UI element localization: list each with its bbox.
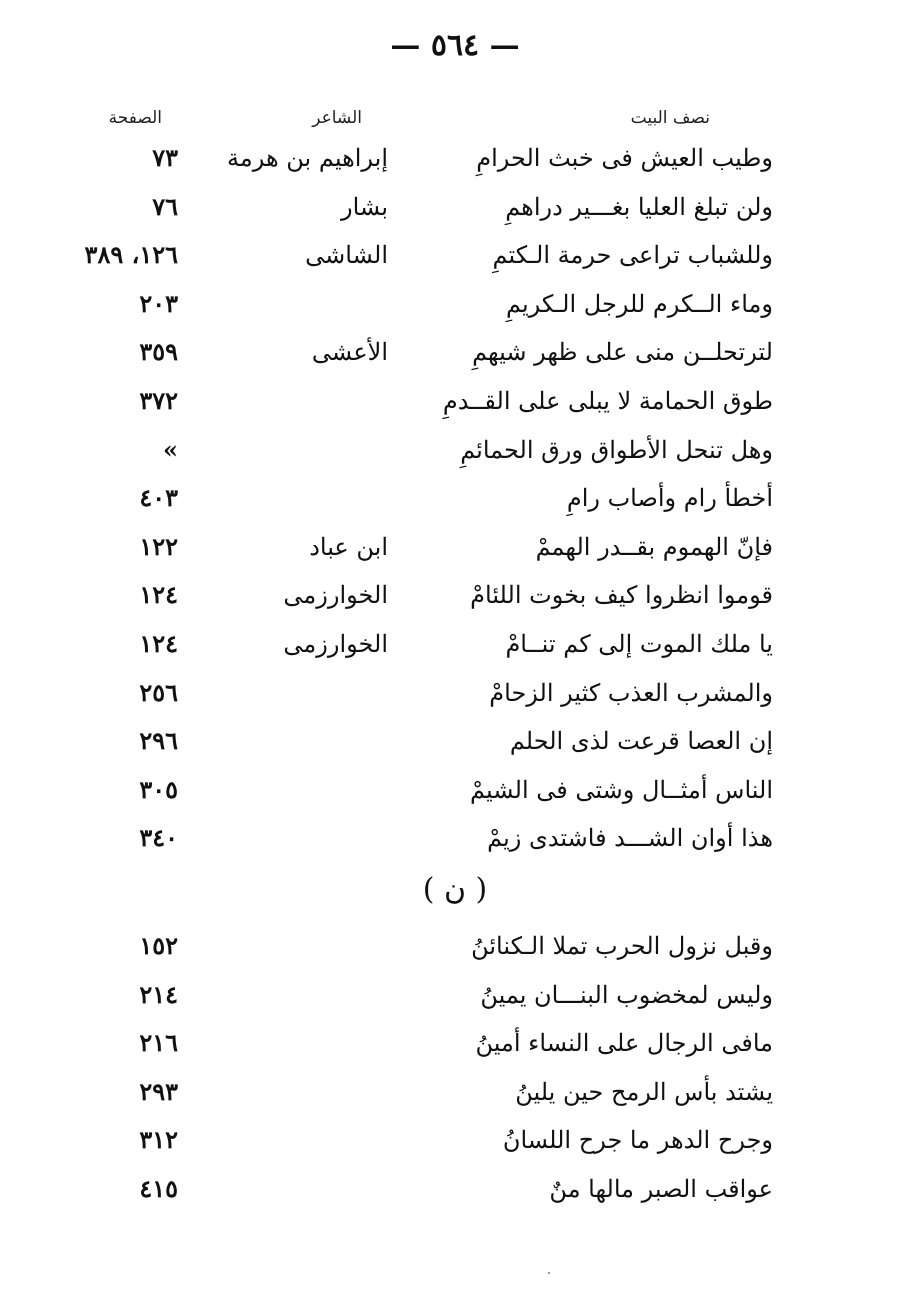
page-ref-value: ٣١٢	[139, 1125, 178, 1155]
page-ref-value: ١٢٦، ٣٨٩	[84, 240, 178, 270]
poet-name: بشار	[341, 192, 388, 221]
page-ref	[40, 975, 178, 1015]
verse-half: يشتد بأس الرمح حين يلينُ	[515, 1077, 773, 1106]
paper-speck	[548, 1272, 550, 1274]
page-ref	[40, 1023, 178, 1063]
page-ref-value: ٢١٤	[139, 979, 178, 1009]
index-row	[0, 235, 910, 275]
verse-half: وليس لمخضوب البنـــان يمينُ	[480, 980, 773, 1009]
page-ref-value: ١٥٢	[139, 931, 178, 960]
index-row	[0, 673, 910, 713]
verse-half: عواقب الصبر مالها منٌ	[549, 1175, 773, 1203]
page-ref-value: ٢١٦	[139, 1028, 178, 1058]
index-row	[0, 770, 910, 810]
verse-half: وهل تنحل الأطواق ورق الحمائمِ	[460, 435, 773, 464]
verse-half: وماء الــكرم للرجل الـكريمِ	[506, 289, 773, 318]
page-ref-value: »	[163, 434, 178, 464]
page-ref-value: ١٢٤	[139, 629, 178, 658]
page-ref	[40, 926, 178, 966]
page-ref-value: ١٢٤	[139, 580, 178, 610]
index-row	[0, 381, 910, 421]
page-ref	[40, 818, 178, 858]
page-ref	[40, 138, 178, 178]
verse-half: هذا أوان الشـــد فاشتدى زيمْ	[487, 824, 773, 853]
verse-half: وطيب العيش فى خبث الحرامِ	[476, 144, 773, 172]
verse-half: وقبل نزول الحرب تملا الـكنائنُ	[471, 932, 773, 960]
page-ref	[40, 575, 178, 615]
index-row	[0, 818, 910, 858]
page-ref	[40, 624, 178, 664]
page-ref	[40, 235, 178, 275]
page-ref-value: ٣٠٥	[139, 774, 178, 804]
page-ref	[40, 673, 178, 713]
poet-name: إبراهيم بن هرمة	[227, 144, 388, 172]
page-ref-value: ٣٧٢	[139, 386, 178, 415]
verse-half: طوق الحمامة لا يبلى على القــدمِ	[442, 387, 773, 415]
index-row	[0, 975, 910, 1015]
page-ref	[40, 721, 178, 761]
verse-half: إن العصا قرعت لذى الحلم	[509, 727, 773, 756]
verse-half: لترتحلــن منى على ظهر شيهمِ	[472, 338, 773, 367]
page-ref	[40, 1120, 178, 1160]
index-row	[0, 721, 910, 761]
index-row	[0, 138, 910, 178]
header-page: الصفحة	[108, 108, 162, 128]
verse-half: أخطأ رام وأصاب رامِ	[566, 484, 773, 513]
index-row	[0, 430, 910, 470]
page-ref	[40, 381, 178, 421]
index-row	[0, 332, 910, 372]
index-row	[0, 575, 910, 615]
page-ref-value: ٧٦	[152, 191, 178, 221]
verse-half: وللشباب تراعى حرمة الـكتمِ	[492, 241, 773, 270]
page-ref	[40, 284, 178, 324]
page-ref	[40, 1072, 178, 1112]
page-ref	[40, 1169, 178, 1209]
page-ref-value: ٢٩٣	[139, 1076, 178, 1106]
page-ref-value: ٣٤٠	[139, 823, 178, 853]
index-row	[0, 187, 910, 227]
section-letter-nun: ( ن )	[422, 872, 488, 907]
poet-name: الشاشى	[305, 241, 388, 270]
page-ref	[40, 478, 178, 518]
page-ref-value: ٧٣	[152, 143, 178, 172]
page-ref	[40, 332, 178, 372]
page-ref-value: ٤١٥	[139, 1174, 178, 1203]
index-row	[0, 478, 910, 518]
header-verse: نصف البيت	[630, 108, 710, 128]
poet-name: الخوارزمى	[283, 581, 388, 610]
index-row	[0, 284, 910, 324]
page-ref-value: ٤٠٣	[139, 483, 178, 513]
page-ref	[40, 770, 178, 810]
page-ref-value: ٢٩٦	[139, 726, 178, 756]
poet-name: الأعشى	[311, 338, 388, 367]
poet-name: ابن عباد	[309, 532, 388, 561]
index-row	[0, 1169, 910, 1209]
index-row	[0, 1120, 910, 1160]
index-row	[0, 527, 910, 567]
index-row	[0, 1072, 910, 1112]
verse-half: الناس أمثــال وشتى فى الشيمْ	[470, 775, 773, 804]
verse-half: مافى الرجال على النساء أمينُ	[475, 1029, 773, 1058]
header-poet: الشاعر	[312, 108, 362, 128]
verse-half: فإنّ الهموم بقــدر الهممْ	[535, 532, 773, 561]
poet-name: الخوارزمى	[283, 630, 388, 658]
index-row	[0, 1023, 910, 1063]
verse-half: وجرح الدهر ما جرح اللسانُ	[502, 1126, 773, 1155]
page-ref	[40, 527, 178, 567]
verse-half: يا ملك الموت إلى كم تنــامْ	[505, 630, 773, 658]
page-ref-value: ٣٥٩	[139, 337, 178, 367]
verse-half: ولن تبلغ العليا بغـــير دراهمِ	[505, 192, 773, 221]
page-ref-value: ٢٥٦	[139, 677, 178, 707]
verse-half: والمشرب العذب كثير الزحامْ	[489, 678, 773, 707]
page-number: — ٥٦٤ —	[390, 28, 520, 63]
verse-half: قوموا انظروا كيف بخوت اللئامْ	[470, 581, 773, 610]
page-ref-value: ١٢٢	[139, 531, 178, 561]
index-row	[0, 624, 910, 664]
index-row	[0, 926, 910, 966]
page-ref	[40, 430, 178, 470]
page-ref	[40, 187, 178, 227]
page-ref-value: ٢٠٣	[139, 288, 178, 318]
